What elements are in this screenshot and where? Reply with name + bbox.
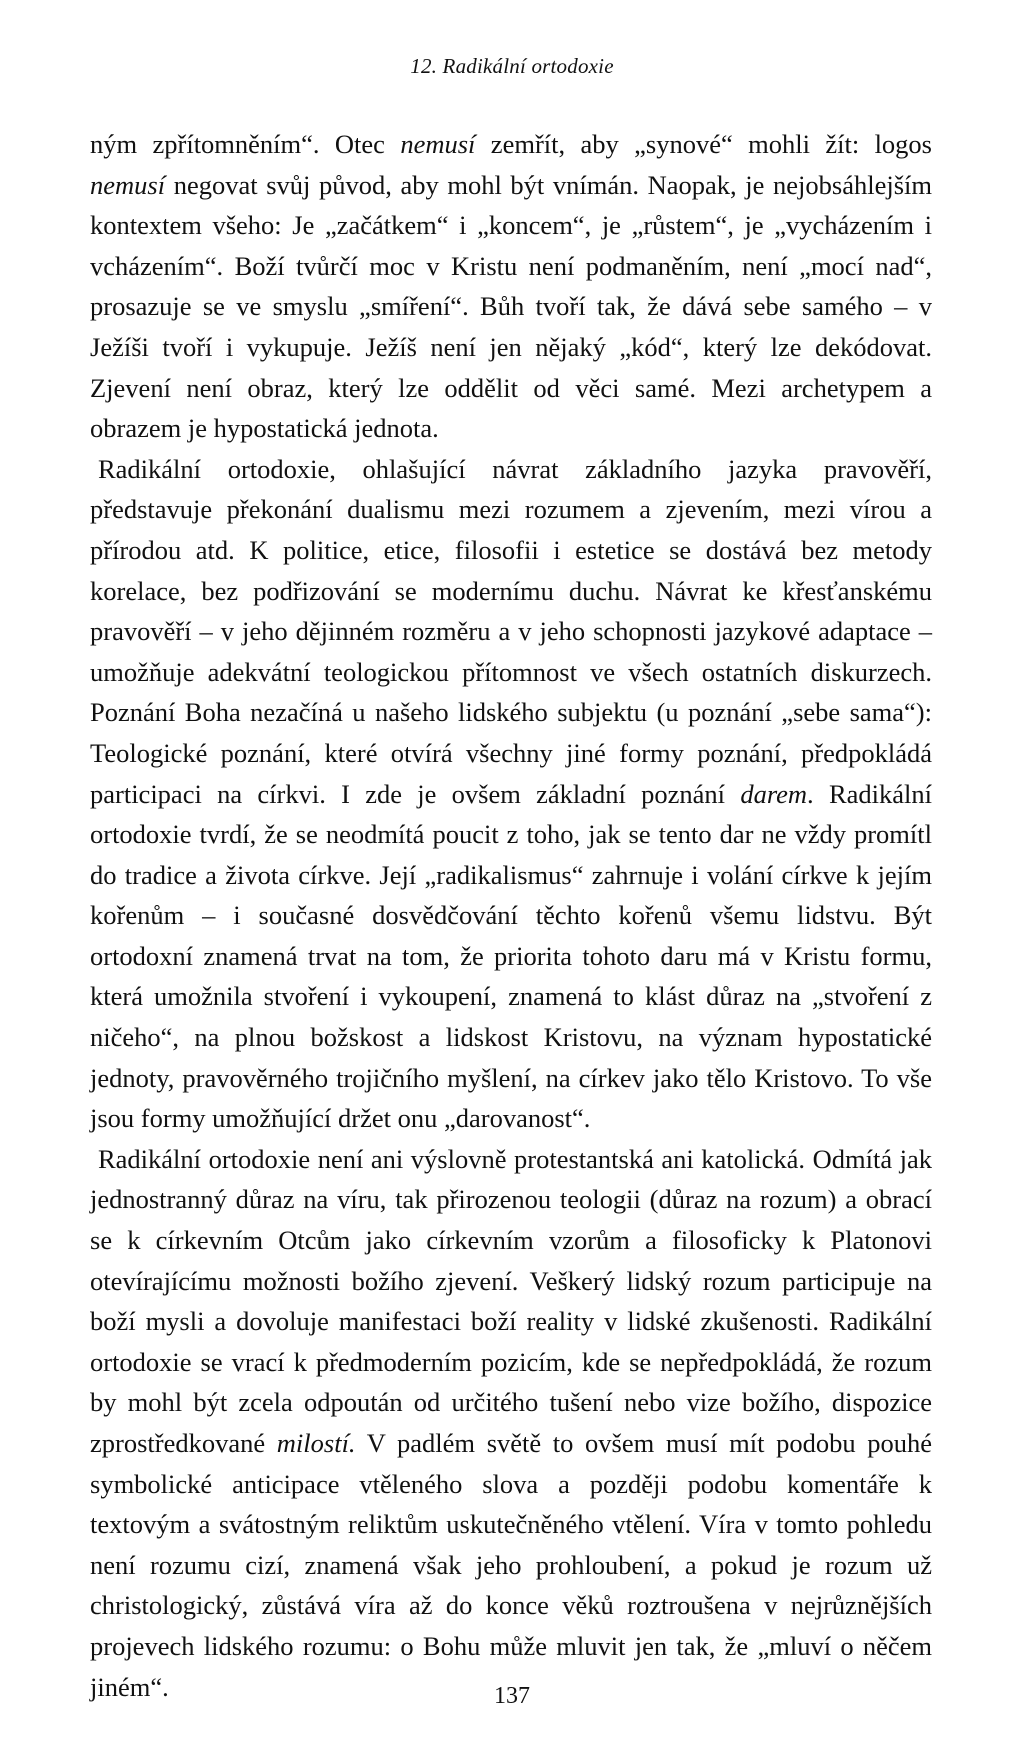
running-head: 12. Radikální ortodoxie — [410, 54, 614, 78]
text-segment: V padlém světě to ovšem musí mít podobu pouhé symbolické anticipace vtěleného slova a později podobu komentáře k textovým a svátostným reliktům uskutečněného vtělení. Víra v tomto pohledu není rozumu cizí, znamená však jeho prohloubení, a pokud je rozum už christologický, zůstává víra až do konce věků roztroušena v nejrůznějších projevech lidského rozumu: o Bohu může mluvit jen tak, že „mluví o něčem jiném“. — [90, 1428, 932, 1702]
text-segment: ným zpřítomněním“. Otec — [90, 129, 401, 159]
emphasis-segment: nemusí — [400, 129, 476, 159]
paragraph-2 — [90, 449, 932, 1139]
text-segment: Radikální ortodoxie není ani výslovně protestantská ani katolická. Odmítá jak jednostranný důraz na víru, tak přirozenou teologii (důraz na rozum) a obrací se k církevním Otcům jako církevním vzorům a filosoficky k Platonovi otevírajícímu možnosti božího zjevení. Veškerý lidský rozum participuje na boží mysli a dovoluje manifestaci boží reality v lidské zkušenosti. Radikální ortodoxie se vrací k předmoderním pozicím, kde se nepředpokládá, že rozum by mohl být zcela odpoután od určitého tušení nebo vize božího, dispozice zprostředkované — [90, 1143, 932, 1458]
paragraph-3 — [90, 1139, 932, 1707]
page-number: 137 — [494, 1683, 530, 1709]
emphasis-segment: nemusí — [90, 169, 166, 200]
text-segment: zemřít, aby „synové“ mohli žít: logos — [475, 129, 932, 159]
paragraph-1 — [90, 124, 932, 449]
text-segment: Radikální ortodoxie, ohlašující návrat základního jazyka pravověří, představuje překonání dualismu mezi rozumem a zjevením, mezi vírou a přírodou atd. K politice, etice, filosofii i estetice se dostává bez metody korelace, bez podřizování se modernímu duchu. Návrat ke křesťanskému pravověří – v jeho dějinném rozměru a v jeho schopnosti jazykové adaptace – umožňuje adekvátní teologickou přítomnost ve všech ostatních diskurzech. Poznání Boha nezačíná u našeho lidského subjektu (u poznání „sebe sama“): Teologické poznání, které otvírá všechny jiné formy poznání, předpokládá participaci na církvi. I zde je ovšem základní poznání — [90, 453, 932, 809]
emphasis-segment: milostí. — [276, 1428, 356, 1458]
emphasis-segment: darem — [740, 778, 808, 809]
body-text — [90, 124, 932, 1707]
text-segment: negovat svůj původ, aby mohl být vnímán. Naopak, je nejobsáhlejším kontextem všeho: Je „začátkem“ i „koncem“, je „růstem“, je „vycházením i vcházením“. Boží tvůrčí moc v Kristu není podmaněním, není „mocí nad“, prosazuje se ve smyslu „smíření“. Bůh tvoří tak, že dává sebe samého – v Ježíši tvoří i vykupuje. Ježíš není jen nějaký „kód“, který lze dekódovat. Zjevení není obraz, který lze oddělit od věci samé. Mezi archetypem a obrazem je hypostatická jednota. — [90, 169, 932, 444]
text-segment: . Radikální ortodoxie tvrdí, že se neodmítá poucit z toho, jak se tento dar ne vždy promítl do tradice a života církve. Její „radikalismus“ zahrnuje i volání církve k jejím kořenům – i současné dosvědčování těchto kořenů všemu lidstvu. Být ortodoxní znamená trvat na tom, že priorita tohoto daru má v Kristu formu, která umožnila stvoření i vykoupení, znamená to klást důraz na „stvoření z ničeho“, na plnou božskost a lidskost Kristovu, na význam hypostatické jednoty, pravověrného trojičního myšlení, na církev jako tělo Kristovo. To vše jsou formy umožňující držet onu „darovanost“. — [90, 778, 932, 1134]
